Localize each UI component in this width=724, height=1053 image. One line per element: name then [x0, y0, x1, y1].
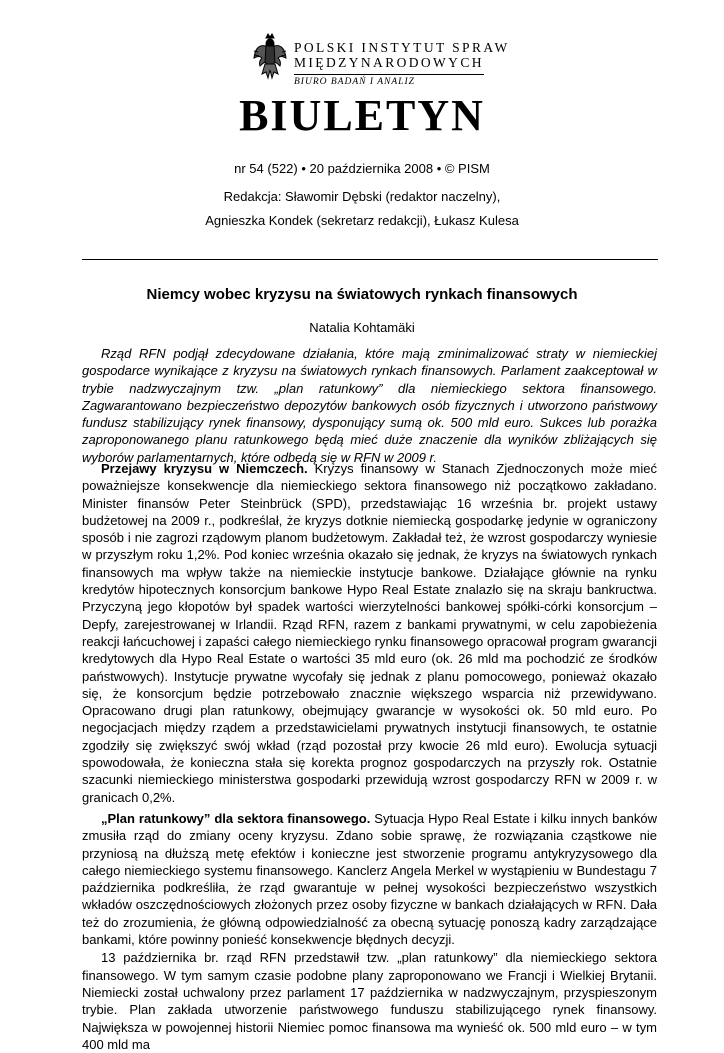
bureau-name: BIURO BADAŃ I ANALIZ	[294, 77, 415, 87]
article-author: Natalia Kohtamäki	[309, 320, 415, 335]
institute-line-2: MIĘDZYNARODOWYCH	[294, 55, 484, 70]
issue-info: nr 54 (522) • 20 października 2008 • © PISM	[234, 161, 490, 176]
body-paragraph	[82, 810, 657, 948]
article-title: Niemcy wobec kryzysu na światowych rynkach finansowych	[146, 286, 578, 303]
section-heading: „Plan ratunkowy” dla sektora finansowego.	[101, 810, 371, 826]
paragraph-text: Kryzys finansowy w Stanach Zjednoczonych może mieć poważniejsze konsekwencje dla niemieckiego sektora finansowego niż początkowo zakładano. Minister finansów Peter Steinbrück (SPD), przedstawiając 16 września br. projekt ustawy budżetowej na 2009 r., podkreślał, że kryzys dotknie niemiecką gospodarkę jedynie w ograniczony sposób i nie zagrozi rządowym planom budżetowym. Zakładał też, że wzrost gospodarczy wyniesie w przyszłym roku 1,2%. Pod koniec września okazało się jednak, że kryzys na światowych rynkach finansowych ma wpływ także na niemieckie instytucje bankowe. Działające głównie na rynku kredytów hipotecznych konsorcjum bankowe Hypo Real Estate znalazło się na skraju bankructwa. Przyczyną jego kłopotów był spadek wartości wierzytelności bankowej spółki-córki konsorcjum – Depfy, zarejestrowanej w Irlandii. Rząd RFN, razem z bankami prywatnymi, w celu zapobieżenia reakcji łańcuchowej i zapaści całego niemieckiego rynku finansowego opracował program gwarancji kredytowych dla Hypo Real Estate o wartości 35 mld euro (ok. 26 mld ma pochodzić ze środków państwowych). Instytucje prywatne wycofały się jednak z planu pomocowego, ponieważ okazało się, że konsorcjum będzie potrzebowało znacznie większego wsparcia niż przewidywano. Opracowano drugi plan ratunkowy, obejmujący gwarancje w wysokości ok. 50 mld euro. Po negocjacjach między rządem a przedstawicielami prywatnych instytucji finansowych, te ostatnie zgodziły się zwiększyć swój wkład (rząd pozostał przy kwocie 26 mld euro). Ewolucja sytuacji spowodowała, że konieczna stała się korekta prognoz gospodarczych na przyszły rok. Ostatnie szacunki niemieckiego ministerstwa gospodarki przewidują wzrost gospodarczy RFN w 2009 r. w granicach 0,2%.	[82, 461, 657, 805]
article-body	[82, 460, 657, 1053]
institute-name	[294, 40, 510, 70]
article-lead	[82, 345, 657, 466]
institute-line-1: POLSKI INSTYTUT SPRAW	[294, 40, 510, 55]
section-heading: Przejawy kryzysu w Niemczech.	[101, 461, 308, 476]
body-paragraph	[82, 460, 657, 806]
bulletin-title: BIULETYN	[239, 91, 485, 140]
eagle-emblem-icon	[252, 32, 288, 80]
editors-line-2: Agnieszka Kondek (sekretarz redakcji), Łukasz Kulesa	[205, 213, 519, 228]
pism-logo	[252, 32, 512, 92]
logo-divider	[294, 74, 484, 75]
body-paragraph	[82, 949, 657, 1053]
paragraph-text: Sytuacja Hypo Real Estate i kilku innych banków zmusiła rząd do zmiany oceny kryzysu. Zdano sobie sprawę, że rozwiązania cząstkowe nie przyniosą na dłuższą metę efektów i konieczne jest stworzenie programu antykryzysowego dla całego niemieckiego systemu finansowego. Kanclerz Angela Merkel w wystąpieniu w Bundestagu 7 października podkreśliła, że rząd gwarantuje w pełnej wysokości bezpieczeństwo wszystkich wkładów oszczędnościowych złożonych przez osoby fizyczne w bankach działających w RFN. Dała też do zrozumienia, że główną odpowiedzialność za obecną sytuację ponoszą kadry zarządzające bankami, które powinny ponieść konsekwencje błędnych decyzji.	[82, 810, 657, 948]
header-divider	[82, 259, 658, 260]
paragraph-text: 13 października br. rząd RFN przedstawił tzw. „plan ratunkowy” dla niemieckiego sektora finansowego. W tym samym czasie podobne plany zaproponowano we Francji i Wielkiej Brytanii. Niemiecki został uchwalony przez parlament 17 października w nadzwyczajnym, przyspieszonym trybie. Plan zakłada utworzenie państwowego funduszu stabilizującego rynek finansowy. Największa w powojennej historii Niemiec pomoc finansowa ma wynieść ok. 500 mld euro – w tym 400 mld ma	[82, 950, 657, 1052]
editors-line-1: Redakcja: Sławomir Dębski (redaktor naczelny),	[223, 189, 501, 204]
lead-paragraph: Rząd RFN podjął zdecydowane działania, które mają zminimalizować straty w niemieckiej gospodarce wynikające z kryzysu na światowych rynkach finansowych. Parlament zaakceptował w trybie nadzwyczajnym tzw. „plan ratunkowy” dla niemieckiego sektora finansowego. Zagwarantowano bezpieczeństwo depozytów bankowych osób fizycznych i utworzono państwowy fundusz stabilizujący rynek finansowy, dysponujący sumą ok. 500 mld euro. Sukces lub porażka zaproponowanego planu ratunkowego będą mieć duże znaczenie dla wyników zbliżających się wyborów parlamentarnych, które odbędą się w RFN w 2009 r.	[82, 346, 657, 465]
